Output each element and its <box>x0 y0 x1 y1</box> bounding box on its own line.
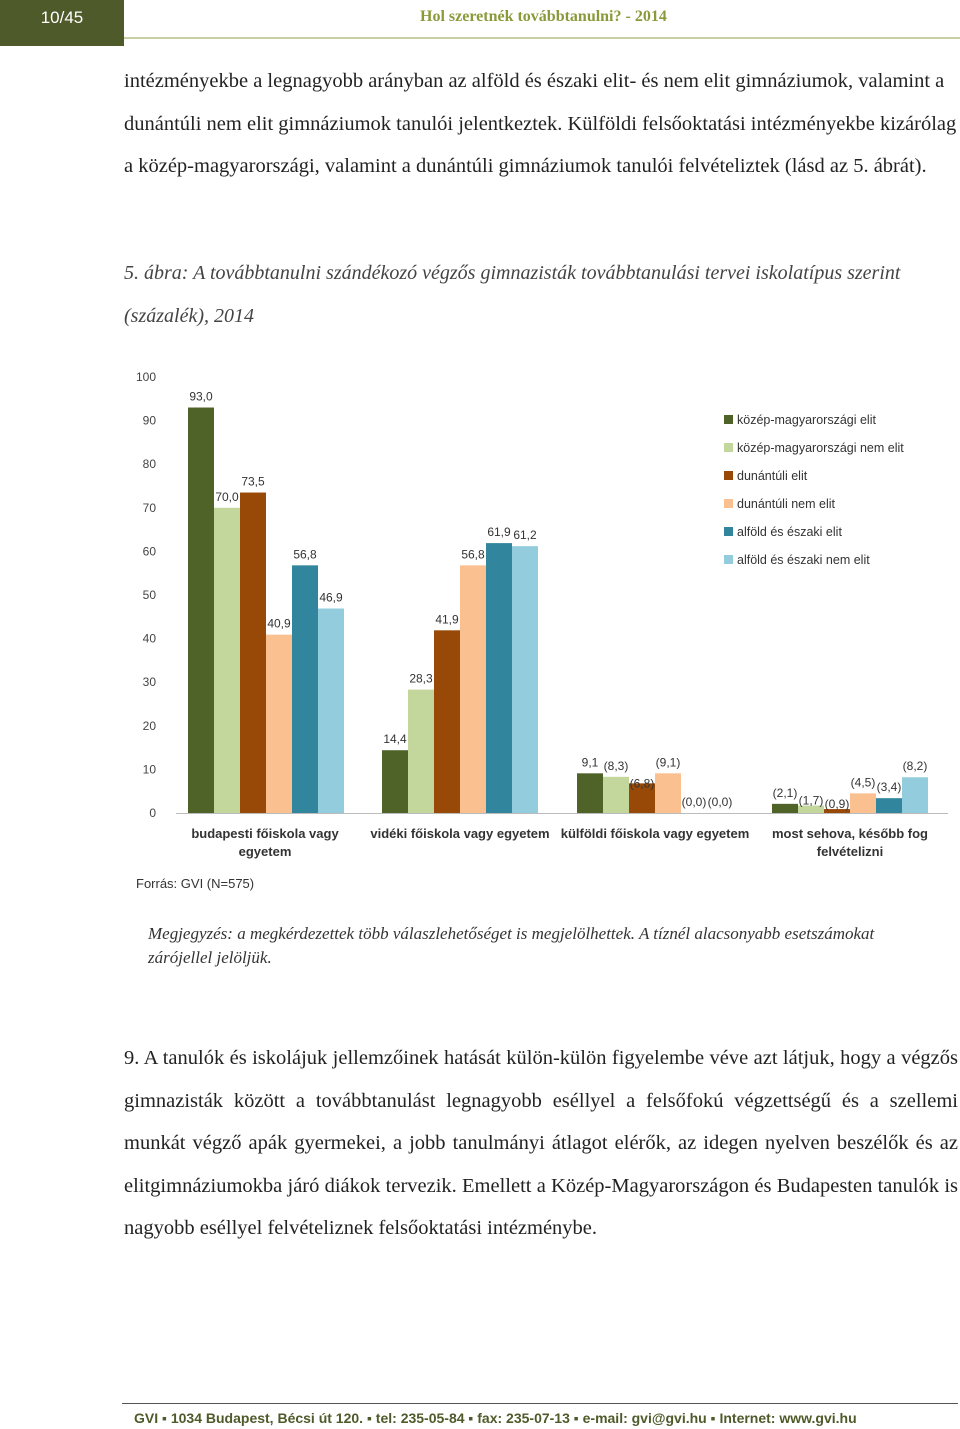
body-paragraph-2: 9. A tanulók és iskolájuk jellemzőinek hatását külön-külön figyelembe véve azt látjuk, hogy a végzős gimnazisták között a továbbtanulást legnagyobb eséllyel a felsőfokú végzettségű és a szellemi munkát végző apák gyermekei, a jobb tanulmányi átlagot elérők, az idegen nyelven beszélők és az elitgimnáziumokba járó diákok tervezik. Emellett a Közép-Magyarországon és Budapesten tanulók is nagyobb eséllyel felvételiznek felsőoktatási intézménybe. <box>124 1047 958 1239</box>
data-label: 56,8 <box>293 547 317 562</box>
bar <box>772 804 798 813</box>
data-label: 28,3 <box>409 671 433 686</box>
bar <box>655 773 681 813</box>
page-footer: GVI ▪ 1034 Budapest, Bécsi út 120. ▪ tel: 235-05-84 ▪ fax: 235-07-13 ▪ e-mail: gvi@gvi.hu ▪ Internet: www.gvi.hu <box>134 1410 857 1426</box>
header-divider <box>124 37 960 39</box>
data-label: (2,1) <box>772 785 798 800</box>
data-label: 61,9 <box>487 525 511 540</box>
chart-source: Forrás: GVI (N=575) <box>136 876 255 891</box>
x-category-label: vidéki főiskola vagy egyetem <box>370 826 550 841</box>
y-tick-label: 40 <box>142 631 156 646</box>
data-label: 41,9 <box>435 612 459 627</box>
bar-chart <box>0 360 960 870</box>
bar <box>240 493 266 813</box>
bar <box>577 773 603 813</box>
data-label: 40,9 <box>267 616 291 631</box>
bar <box>603 777 629 813</box>
data-label: (1,7) <box>798 793 824 808</box>
legend-label: közép-magyarországi nem elit <box>737 441 904 455</box>
data-label: (9,1) <box>655 755 681 770</box>
legend-swatch <box>724 443 733 452</box>
bar <box>408 690 434 813</box>
data-label: 73,5 <box>241 474 265 489</box>
data-label: (8,3) <box>603 758 629 773</box>
legend-swatch <box>724 527 733 536</box>
bar <box>486 543 512 813</box>
y-tick-label: 0 <box>149 806 156 820</box>
data-label: 61,2 <box>513 528 537 543</box>
bar <box>512 546 538 813</box>
bar <box>382 750 408 813</box>
bar <box>460 565 486 813</box>
legend-label: dunántúli elit <box>737 469 808 483</box>
bar <box>876 798 902 813</box>
data-label: (0,0) <box>707 795 733 809</box>
data-label: 46,9 <box>319 590 343 605</box>
data-label: (0,0) <box>681 795 707 809</box>
page-number: 10/45 <box>0 0 124 46</box>
figure-caption: 5. ábra: A továbbtanulni szándékozó végzős gimnazisták továbbtanulási tervei iskolatípus szerint (százalék), 2014 <box>124 262 901 327</box>
y-tick-label: 100 <box>135 370 156 384</box>
data-label: 14,4 <box>383 732 407 747</box>
x-category-label: most sehova, később fog <box>771 826 929 841</box>
bar <box>292 565 318 813</box>
y-tick-label: 50 <box>142 588 156 602</box>
y-tick-label: 70 <box>142 500 156 515</box>
x-category-label: felvételizni <box>816 844 884 859</box>
data-label: (8,2) <box>902 759 928 774</box>
legend-swatch <box>724 471 733 480</box>
bar <box>214 508 240 813</box>
x-category-label: egyetem <box>238 844 292 859</box>
data-label: 9,1 <box>581 755 599 770</box>
legend-label: alföld és északi elit <box>737 525 842 539</box>
y-tick-label: 10 <box>142 762 156 777</box>
y-tick-label: 90 <box>142 413 156 428</box>
x-category-label: budapesti főiskola vagy <box>191 826 339 841</box>
data-label: (4,5) <box>850 775 876 790</box>
data-label: 56,8 <box>461 547 485 562</box>
body-paragraph-1: intézményekbe a legnagyobb arányban az alföld és északi elit- és nem elit gimnáziumok, valamint a dunántúli nem elit gimnáziumok tanulói jelentkeztek. Külföldi felsőoktatási intézményekbe kizárólag a közép-magyarországi, valamint a dunántúli gimnáziumok tanulói felvételiztek (lásd az 5. ábrát). <box>124 70 957 177</box>
data-label: (3,4) <box>876 780 902 795</box>
bar <box>850 793 876 813</box>
data-label: 70,0 <box>215 489 239 504</box>
bar <box>188 408 214 813</box>
running-header-title: Hol szeretnék továbbtanulni? - 2014 <box>420 8 667 25</box>
legend-label: dunántúli nem elit <box>737 497 835 511</box>
data-label: (0,9) <box>824 797 850 812</box>
legend-swatch <box>724 499 733 508</box>
bar <box>266 635 292 813</box>
data-label: 93,0 <box>189 389 213 404</box>
y-tick-label: 30 <box>142 675 156 690</box>
x-category-label: külföldi főiskola vagy egyetem <box>560 826 750 841</box>
bar <box>902 777 928 813</box>
y-tick-label: 80 <box>142 457 156 472</box>
chart-note: Megjegyzés: a megkérdezettek több válaszlehetőséget is megjelölhettek. A tíznél alacsonyabb esetszámokat zárójellel jelöljük. <box>148 924 875 967</box>
y-tick-label: 20 <box>142 718 156 733</box>
y-tick-label: 60 <box>142 544 156 559</box>
footer-divider <box>122 1403 958 1404</box>
bar <box>318 609 344 813</box>
data-label: (6,8) <box>629 776 655 791</box>
legend-label: közép-magyarországi elit <box>737 413 876 427</box>
legend-swatch <box>724 555 733 564</box>
legend-swatch <box>724 415 733 424</box>
legend-label: alföld és északi nem elit <box>737 553 870 567</box>
bar <box>434 630 460 813</box>
